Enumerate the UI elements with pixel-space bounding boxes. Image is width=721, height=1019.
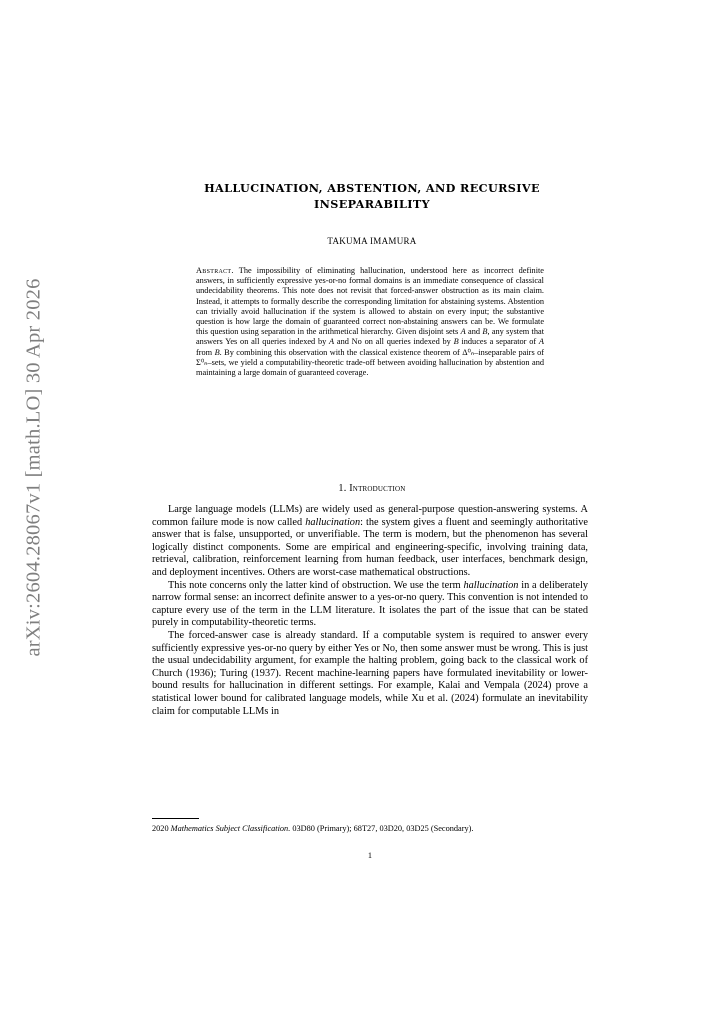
paragraph-1 — [152, 504, 588, 580]
footnote-msc-label: Mathematics Subject Classification. — [170, 824, 291, 833]
abstract-set-a-3: A — [538, 337, 544, 347]
page-number: 1 — [367, 851, 373, 860]
paragraph-2-b: in a deliberately narrow formal sense: an incorrect definite answer to a yes-or-no query. This convention is not intended to capture every use of the term in the LLM literature. It isolates the part of the issue that can be stated purely in computability-theoretic terms. — [152, 579, 589, 629]
abstract-set-a-2: A — [329, 337, 335, 347]
abstract-from: from — [196, 347, 213, 357]
body-text — [152, 504, 588, 718]
footnote — [152, 824, 588, 834]
paper-title — [152, 180, 592, 212]
abstract — [196, 266, 544, 378]
footnote-year: 2020 — [152, 824, 169, 833]
paragraph-2-term: hallucination — [463, 579, 519, 591]
abstract-text-3: and No on all queries indexed by — [336, 337, 451, 347]
abstract-and: and — [468, 327, 481, 337]
paragraph-1-a: Large language models (LLMs) are widely used as general-purpose question-answering systems. A common failure mode is now called — [152, 504, 588, 528]
abstract-set-b-3: B — [214, 347, 220, 357]
abstract-set-b: B — [482, 327, 488, 337]
arxiv-identifier — [19, 278, 49, 657]
author-name: TAKUMA IMAMURA — [327, 236, 417, 246]
abstract-label: Abstract. — [196, 266, 234, 275]
abstract-set-a: A — [460, 327, 466, 337]
section-number: 1. — [338, 483, 347, 494]
abstract-text-4: induces a separator of — [461, 337, 537, 347]
abstract-text-5: . By combining this observation with the classical existence theorem of Δ⁰ₙ–inseparable pairs of Σ⁰ₙ–sets, we yield a computability-theoretic trade-off between avoiding hallucination by abstention and maintaining a large domain of guaranteed coverage. — [196, 347, 545, 378]
paragraph-2 — [152, 580, 588, 630]
footnote-rule — [152, 818, 199, 819]
paragraph-3: The forced-answer case is already standard. If a computable system is required to answer every sufficiently expressive yes-or-no query by either Yes or No, then some answer must be wrong. This is just the usual undecidability argument, for example the halting problem, going back to the classical work of Church (1936); Turing (1937). Recent machine-learning papers have formulated inevitability or lower-bound results for hallucination in different settings. For example, Kalai and Vempala (2024) prove a statistical lower bound for calibrated language models, while Xu et al. (2024) formulate an inevitability claim for computable LLMs in — [152, 629, 588, 717]
title-line-1: HALLUCINATION, ABSTENTION, AND RECURSIVE — [204, 181, 540, 195]
title-line-2: INSEPARABILITY — [313, 197, 431, 211]
abstract-text-2: , any system that answers Yes on all queries indexed by — [196, 327, 544, 347]
paragraph-2-a: This note concerns only the latter kind of obstruction. We use the term — [168, 579, 461, 591]
footnote-codes: 03D80 (Primary); 68T27, 03D20, 03D25 (Secondary). — [292, 824, 474, 833]
paragraph-1-term: hallucination — [305, 516, 361, 528]
section-heading — [152, 483, 592, 494]
paragraph-1-b: : the system gives a fluent and seemingly authoritative answer that is false, unsupported, or unverifiable. The term is modern, but the phenomenon has several logically distinct components. Some are empirical and engineering-specific, involving training data, retrieval, calibration, reinforcement learning from human feedback, user interfaces, benchmark design, and deployment incentives. Others are worst-case mathematical obstructions. — [152, 516, 588, 578]
arxiv-identifier-text: arXiv:2604.28067v1 [math.LO] 30 Apr 2026 — [22, 278, 45, 657]
abstract-text: The impossibility of eliminating hallucination, understood here as incorrect definite answers, in sufficiently expressive yes-or-no formal domains is an immediate consequence of classical undecidability theorems. This note does not revisit that forced-answer obstruction as its main claim. Instead, it attempts to formally describe the corresponding limitation for abstaining systems. Abstention can trivially avoid hallucination if the system is allowed to abstain on every input; the substantive question is how large the domain of guaranteed correct non-abstaining answers can be. We formulate this question using separation in the arithmetical hierarchy. Given disjoint sets — [196, 266, 544, 337]
section-title: Introduction — [349, 483, 406, 494]
abstract-set-b-2: B — [453, 337, 459, 347]
